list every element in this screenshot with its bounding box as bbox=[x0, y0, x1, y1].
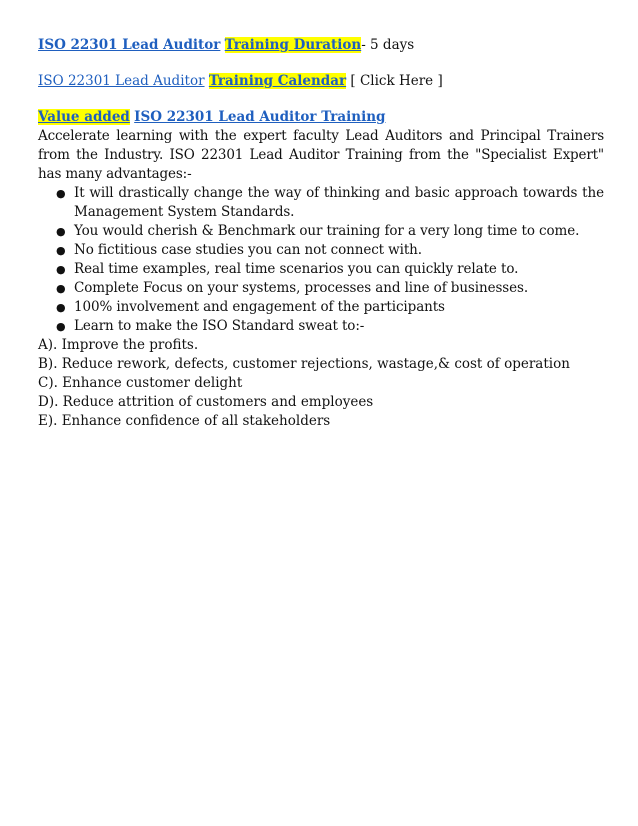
training-duration-value: - 5 days bbox=[361, 37, 415, 53]
intro-paragraph: Accelerate learning with the expert faculty Lead Auditors and Principal Trainers from the Industry. ISO 22301 Lead Auditor Training from the "Specialist Expert" has many advantages:- bbox=[38, 128, 604, 182]
bullet-icon: ● bbox=[56, 282, 66, 295]
bullet-icon: ● bbox=[56, 225, 66, 238]
training-duration-highlight-link[interactable]: Training Duration bbox=[224, 37, 362, 53]
list-item bbox=[38, 241, 604, 260]
list-item-text: 100% involvement and engagement of the participants bbox=[74, 299, 445, 315]
spacer bbox=[38, 91, 604, 108]
list-item bbox=[38, 317, 604, 336]
bullet-icon: ● bbox=[56, 263, 66, 276]
bullet-icon: ● bbox=[56, 320, 66, 333]
list-item-text: You would cherish & Benchmark our training for a very long time to come. bbox=[74, 223, 580, 239]
list-item bbox=[38, 298, 604, 317]
bullet-icon: ● bbox=[56, 244, 66, 257]
list-item-text: Real time examples, real time scenarios you can quickly relate to. bbox=[74, 261, 519, 277]
training-calendar-link[interactable]: ISO 22301 Lead Auditor bbox=[38, 73, 205, 89]
click-here-text: [ Click Here ] bbox=[346, 73, 443, 89]
outcome-item: E). Enhance confidence of all stakeholders bbox=[38, 413, 331, 429]
advantages-list bbox=[38, 184, 604, 336]
bullet-icon: ● bbox=[56, 301, 66, 314]
outcome-item: C). Enhance customer delight bbox=[38, 375, 243, 391]
training-calendar-line bbox=[38, 72, 604, 91]
document-page bbox=[38, 36, 604, 431]
outcome-item: D). Reduce attrition of customers and employees bbox=[38, 394, 374, 410]
section-heading bbox=[38, 108, 604, 127]
value-added-highlight-link[interactable]: Value added bbox=[38, 109, 130, 125]
list-item-text: Learn to make the ISO Standard sweat to:- bbox=[74, 318, 365, 334]
outcome-item: A). Improve the profits. bbox=[38, 337, 199, 353]
section-heading-link[interactable]: ISO 22301 Lead Auditor Training bbox=[134, 109, 386, 125]
bullet-icon: ● bbox=[56, 187, 66, 200]
list-item bbox=[38, 184, 604, 222]
list-item bbox=[38, 222, 604, 241]
training-duration-link[interactable]: ISO 22301 Lead Auditor bbox=[38, 37, 221, 53]
list-item-text: Complete Focus on your systems, processes and line of businesses. bbox=[74, 280, 529, 296]
training-duration-line bbox=[38, 36, 604, 55]
list-item bbox=[38, 260, 604, 279]
outcome-item: B). Reduce rework, defects, customer rejections, wastage,& cost of operation bbox=[38, 356, 570, 372]
list-item bbox=[38, 279, 604, 298]
training-calendar-highlight-link[interactable]: Training Calendar bbox=[208, 73, 347, 89]
list-item-text: It will drastically change the way of thinking and basic approach towards the Management System Standards. bbox=[74, 185, 604, 220]
list-item-text: No fictitious case studies you can not connect with. bbox=[74, 242, 422, 258]
spacer bbox=[38, 55, 604, 72]
